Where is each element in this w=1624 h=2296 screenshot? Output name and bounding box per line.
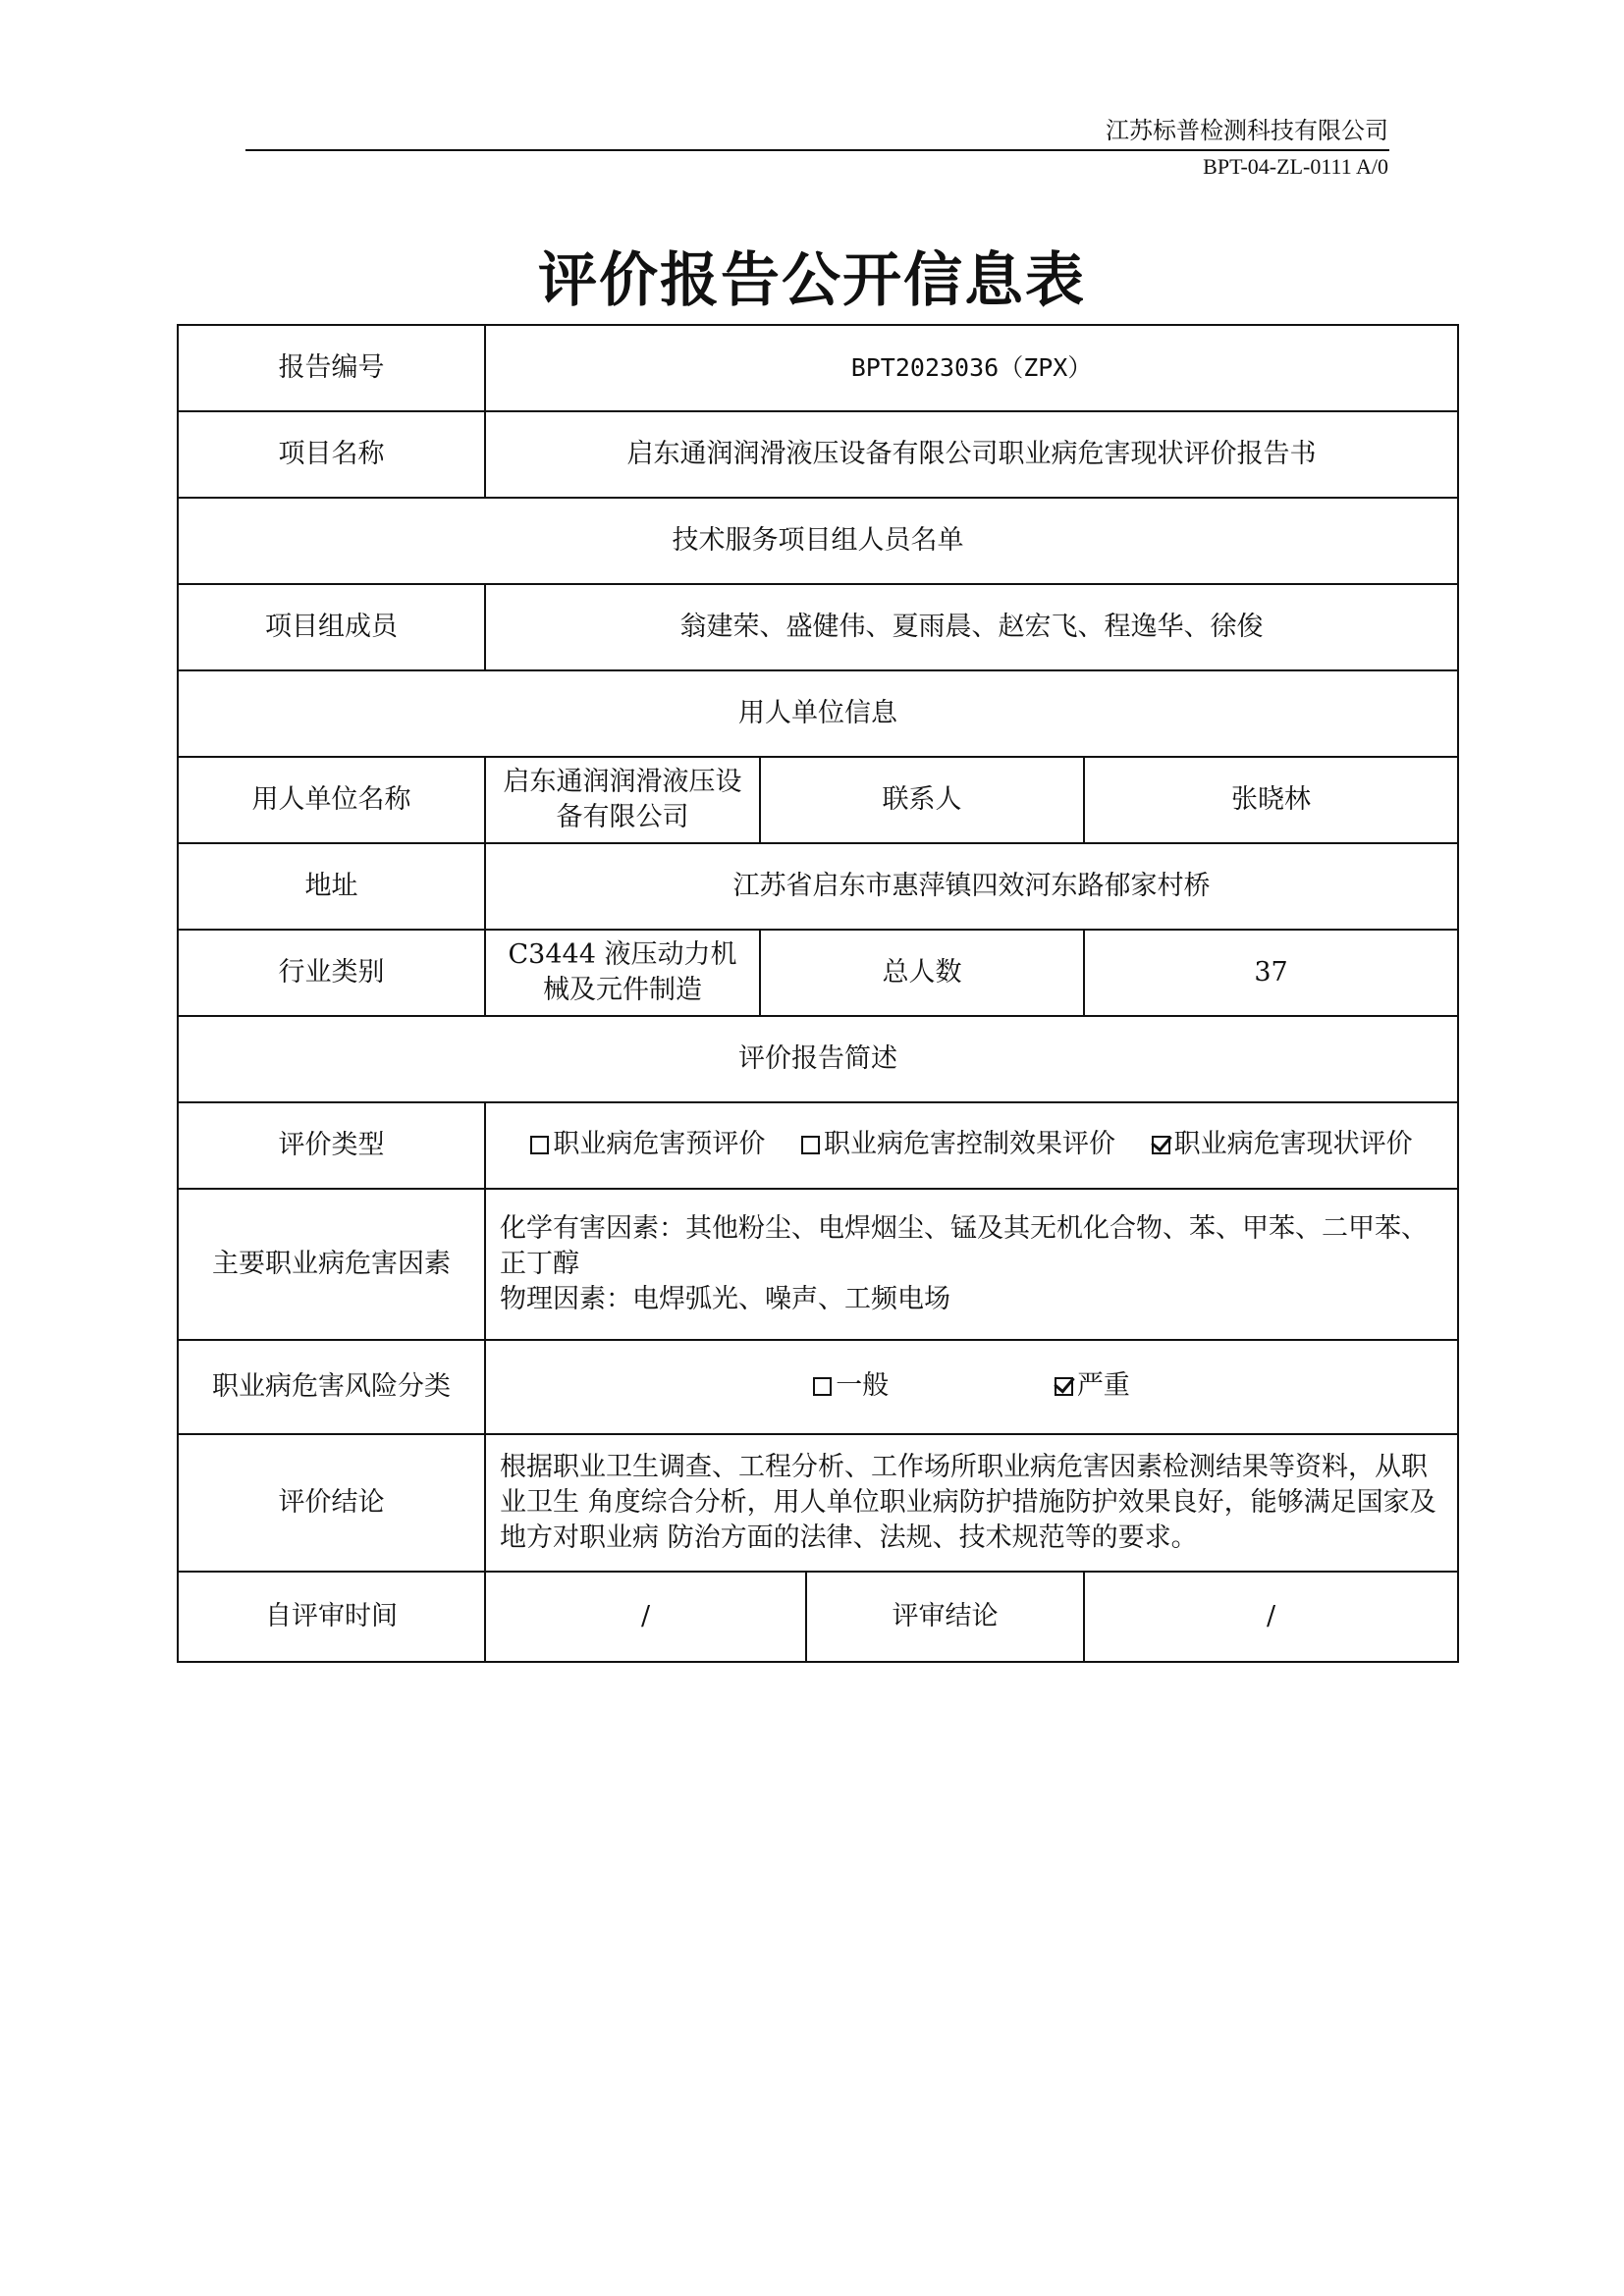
review-time-value: / (485, 1572, 806, 1662)
project-name-value: 启东通润润滑液压设备有限公司职业病危害现状评价报告书 (485, 411, 1458, 498)
header-company: 江苏标普检测科技有限公司 (1106, 117, 1388, 144)
headcount-value: 37 (1084, 930, 1458, 1016)
review-time-label: 自评审时间 (178, 1572, 485, 1662)
contact-label: 联系人 (760, 757, 1084, 843)
evaluation-type-options (485, 1102, 1458, 1189)
review-conclusion-value: / (1084, 1572, 1458, 1662)
risk-severe-label: 严重 (1076, 1370, 1130, 1402)
risk-class-options (485, 1340, 1458, 1434)
hazards-physical: 物理因素：电焊弧光、噪声、工频电场 (500, 1284, 950, 1314)
summary-section-heading: 评价报告简述 (178, 1016, 1458, 1102)
risk-general-checkbox[interactable] (813, 1377, 832, 1396)
hazards-chemical: 化学有害因素：其他粉尘、电焊烟尘、锰及其无机化合物、苯、甲苯、二甲苯、正丁醇 (500, 1213, 1428, 1279)
eval-pre-label: 职业病危害预评价 (553, 1129, 766, 1160)
hazards-value (485, 1189, 1458, 1340)
contact-value: 张晓林 (1084, 757, 1458, 843)
project-name-label: 项目名称 (178, 411, 485, 498)
row-team-members (178, 584, 1458, 670)
headcount-label: 总人数 (760, 930, 1084, 1016)
row-report-number (178, 325, 1458, 411)
team-members-label: 项目组成员 (178, 584, 485, 670)
row-summary-section (178, 1016, 1458, 1102)
team-members-value: 翁建荣、盛健伟、夏雨晨、赵宏飞、程逸华、徐俊 (485, 584, 1458, 670)
row-evaluation-type (178, 1102, 1458, 1189)
industry-label: 行业类别 (178, 930, 485, 1016)
review-conclusion-label: 评审结论 (806, 1572, 1084, 1662)
row-hazards (178, 1189, 1458, 1340)
row-employer-name (178, 757, 1458, 843)
header-divider (245, 149, 1389, 151)
hazards-label: 主要职业病危害因素 (178, 1189, 485, 1340)
eval-status-label: 职业病危害现状评价 (1173, 1129, 1413, 1160)
eval-pre-checkbox[interactable] (530, 1136, 549, 1154)
risk-severe-checkbox[interactable] (1055, 1377, 1073, 1396)
conclusion-value: 根据职业卫生调查、工程分析、工作场所职业病危害因素检测结果等资料，从职业卫生 角度综合分析，用人单位职业病防护措施防护效果良好，能够满足国家及地方对职业病 防治方面的法律、法规、技术规范等的要求。 (485, 1434, 1458, 1572)
address-value: 江苏省启东市惠萍镇四效河东路郁家村桥 (485, 843, 1458, 930)
employer-name-value: 启东通润润滑液压设备有限公司 (485, 757, 760, 843)
row-team-section (178, 498, 1458, 584)
info-table (177, 324, 1459, 1663)
employer-name-label: 用人单位名称 (178, 757, 485, 843)
eval-option-status[interactable] (1152, 1127, 1413, 1162)
row-review (178, 1572, 1458, 1662)
row-employer-section (178, 670, 1458, 757)
row-industry (178, 930, 1458, 1016)
row-risk-class (178, 1340, 1458, 1434)
risk-option-general[interactable] (813, 1368, 889, 1404)
report-number-value: BPT2023036（ZPX） (485, 325, 1458, 411)
page-title: 评价报告公开信息表 (538, 246, 1086, 315)
row-project-name (178, 411, 1458, 498)
row-address (178, 843, 1458, 930)
risk-general-label: 一般 (836, 1370, 890, 1402)
eval-option-pre[interactable] (530, 1127, 765, 1162)
eval-status-checkbox[interactable] (1152, 1136, 1170, 1154)
address-label: 地址 (178, 843, 485, 930)
team-section-heading: 技术服务项目组人员名单 (178, 498, 1458, 584)
row-conclusion (178, 1434, 1458, 1572)
eval-option-control[interactable] (801, 1127, 1115, 1162)
risk-class-label: 职业病危害风险分类 (178, 1340, 485, 1434)
conclusion-label: 评价结论 (178, 1434, 485, 1572)
report-number-label: 报告编号 (178, 325, 485, 411)
eval-control-label: 职业病危害控制效果评价 (824, 1129, 1116, 1160)
industry-value: C3444 液压动力机械及元件制造 (485, 930, 760, 1016)
evaluation-type-label: 评价类型 (178, 1102, 485, 1189)
risk-option-severe[interactable] (1055, 1368, 1130, 1404)
employer-section-heading: 用人单位信息 (178, 670, 1458, 757)
eval-control-checkbox[interactable] (801, 1136, 820, 1154)
header-doc-code: BPT-04-ZL-0111 A/0 (1203, 154, 1388, 179)
